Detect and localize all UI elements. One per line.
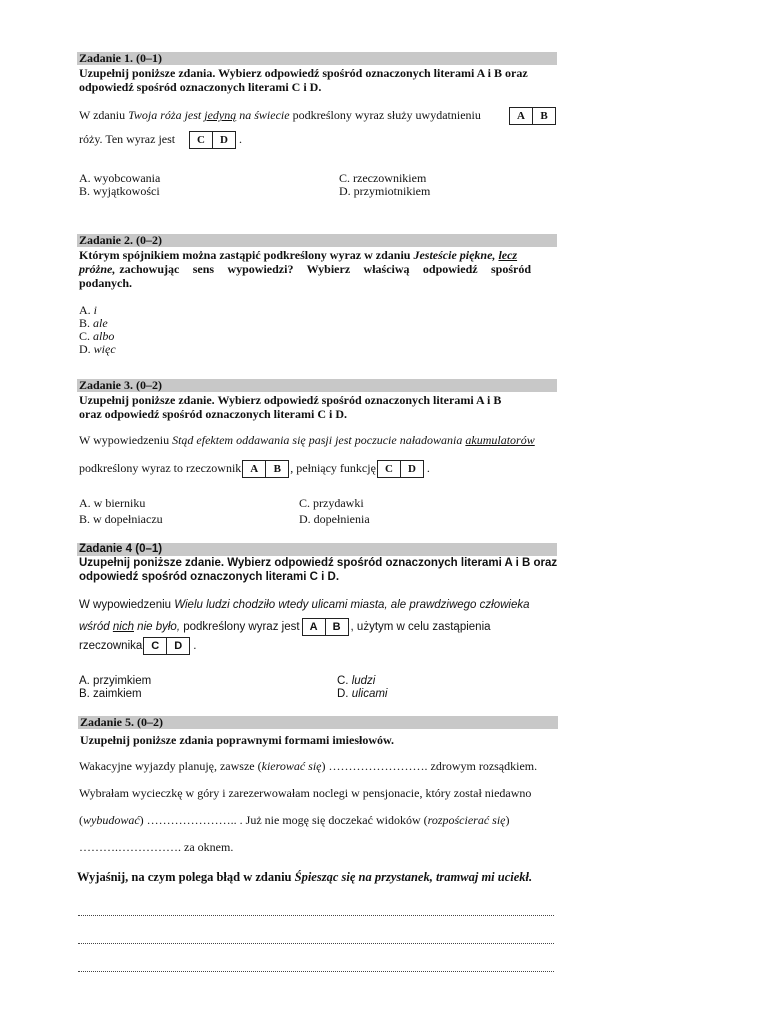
task3-instruction-line1: Uzupełnij poniższe zdanie. Wybierz odpowiedź spośród oznaczonych literami A i B	[79, 393, 502, 407]
task3-option-a: A. w bierniku	[79, 496, 146, 510]
task3-option-a-box[interactable]: A	[250, 463, 259, 475]
task5-header: Zadanie 5. (0–2)	[78, 716, 558, 729]
task1-s-a: W zdaniu	[79, 108, 129, 122]
task1-option-a-box[interactable]: A	[517, 110, 525, 122]
task3-choice-ab[interactable]	[242, 460, 289, 478]
task4-choice-ab[interactable]	[302, 618, 349, 636]
task3-header: Zadanie 3. (0–2)	[77, 379, 557, 392]
answer-line-2[interactable]	[78, 943, 554, 944]
task2-question-line2	[79, 262, 531, 277]
task3-option-b: B. w dopełniaczu	[79, 512, 163, 526]
task4-sentence-line3: rzeczownika C D .	[79, 637, 196, 655]
task2-option-a: A. i	[79, 303, 98, 317]
task2-q2b: zachowując sens wypowiedzi? Wybierz właściwą odpowiedź spośród	[119, 262, 531, 276]
task5-line3: (wybudować) ………………….. . Już nie mogę się doczekać widoków (rozpościerać się)	[79, 813, 510, 827]
task3-option-d-box[interactable]: D	[400, 461, 423, 477]
task4-instruction-line1: Uzupełnij poniższe zdanie. Wybierz odpowiedź spośród oznaczonych literami A i B oraz	[79, 557, 558, 569]
task1-option-b-box[interactable]: B	[532, 108, 555, 124]
task2-option-d: D. więc	[79, 342, 116, 356]
task1-choice-cd[interactable]	[189, 131, 242, 149]
answer-line-1[interactable]	[78, 915, 554, 916]
task4-option-a: A. przyimkiem	[79, 675, 152, 687]
task1-instruction-line2: odpowiedź spośród oznaczonych literami C i D.	[79, 80, 322, 94]
task4-option-d-box[interactable]: D	[166, 638, 189, 654]
task2-q2a: próżne,	[79, 262, 116, 276]
task4-choice-cd[interactable]	[143, 637, 190, 655]
task4-option-b: B. zaimkiem	[79, 688, 142, 700]
task2-option-c: C. albo	[79, 329, 115, 343]
task5-question: Wyjaśnij, na czym polega błąd w zdaniu Śpiesząc się na przystanek, tramwaj mi uciekł.	[77, 870, 533, 884]
task1-sentence-line1	[79, 108, 481, 123]
task1-instruction-line1: Uzupełnij poniższe zdania. Wybierz odpowiedź spośród oznaczonych literami A i B oraz	[79, 66, 528, 80]
task5-line2: Wybrałam wycieczkę w góry i zarezerwowałam noclegi w pensjonacie, który został niedawno	[79, 786, 532, 800]
task2-q1b: Jesteście piękne,	[413, 248, 499, 262]
task4-option-c: C. ludzi	[337, 675, 376, 687]
task3-option-b-box[interactable]: B	[265, 461, 288, 477]
task4-option-a-box[interactable]: A	[309, 621, 318, 633]
task4-option-d: D. ulicami	[337, 688, 388, 700]
task4-sentence-line2: wśród nich nie było, podkreślony wyraz jest A B , użytym w celu zastąpienia	[79, 618, 491, 636]
task4-header: Zadanie 4 (0–1)	[77, 543, 557, 556]
task3-option-c: C. przydawki	[299, 496, 364, 510]
answer-line-3[interactable]	[78, 971, 554, 972]
task1-s-d: na świecie	[236, 108, 290, 122]
task1-s-b: Twoja róża jest	[128, 108, 205, 122]
task2-question-line1	[79, 248, 517, 263]
task3-sentence-line1: W wypowiedzeniu Stąd efektem oddawania się pasji jest poczucie naładowania akumulatorów	[79, 433, 535, 447]
task4-instruction-line2: odpowiedź spośród oznaczonych literami C i D.	[79, 571, 340, 583]
task5-line1: Wakacyjne wyjazdy planuję, zawsze (kierować się) ……………………. zdrowym rozsądkiem.	[79, 759, 538, 773]
task4-option-c-box[interactable]: C	[151, 640, 160, 652]
task3-underlined-word: akumulatorów	[465, 433, 535, 447]
task1-s2: róży. Ten wyraz jest	[79, 132, 176, 146]
task1-option-a: A. wyobcowania	[79, 171, 161, 185]
task3-choice-cd[interactable]	[377, 460, 424, 478]
task1-option-b: B. wyjątkowości	[79, 184, 160, 198]
task1-choice-ab[interactable]	[509, 107, 556, 125]
task5-line4: ……….……………. za oknem.	[79, 840, 234, 854]
task4-option-b-box[interactable]: B	[325, 619, 348, 635]
task2-header: Zadanie 2. (0–2)	[77, 234, 557, 247]
task1-option-d: D. przymiotnikiem	[339, 184, 431, 198]
task2-question-line3: podanych.	[79, 276, 133, 290]
task1-underlined-word: jedyną	[204, 108, 237, 122]
task1-sentence-line2	[79, 132, 175, 147]
task1-option-d-box[interactable]: D	[212, 132, 235, 148]
task1-header: Zadanie 1. (0–1)	[77, 52, 557, 65]
task1-option-c-box[interactable]: C	[197, 134, 205, 146]
task3-instruction-line2: oraz odpowiedź spośród oznaczonych literami C i D.	[79, 407, 347, 421]
task1-period: .	[239, 131, 242, 146]
task2-q1a: Którym spójnikiem można zastąpić podkreślony wyraz w zdaniu	[79, 248, 414, 262]
task2-option-b: B. ale	[79, 316, 108, 330]
task4-underlined-word: nich	[112, 621, 134, 634]
task1-option-c: C. rzeczownikiem	[339, 171, 427, 185]
task3-option-c-box[interactable]: C	[384, 463, 393, 475]
task3-sentence-line2: podkreślony wyraz to rzeczownik A B , pełniący funkcję C D .	[79, 460, 430, 478]
task1-s-e: podkreślony wyraz służy uwydatnieniu	[289, 108, 481, 122]
task2-underlined-word: lecz	[498, 248, 518, 262]
task4-sentence-line1: W wypowiedzeniu Wielu ludzi chodziło wtedy ulicami miasta, ale prawdziwego człowieka	[79, 599, 530, 611]
task3-option-d: D. dopełnienia	[299, 512, 370, 526]
task5-instruction: Uzupełnij poniższe zdania poprawnymi formami imiesłowów.	[80, 733, 394, 747]
